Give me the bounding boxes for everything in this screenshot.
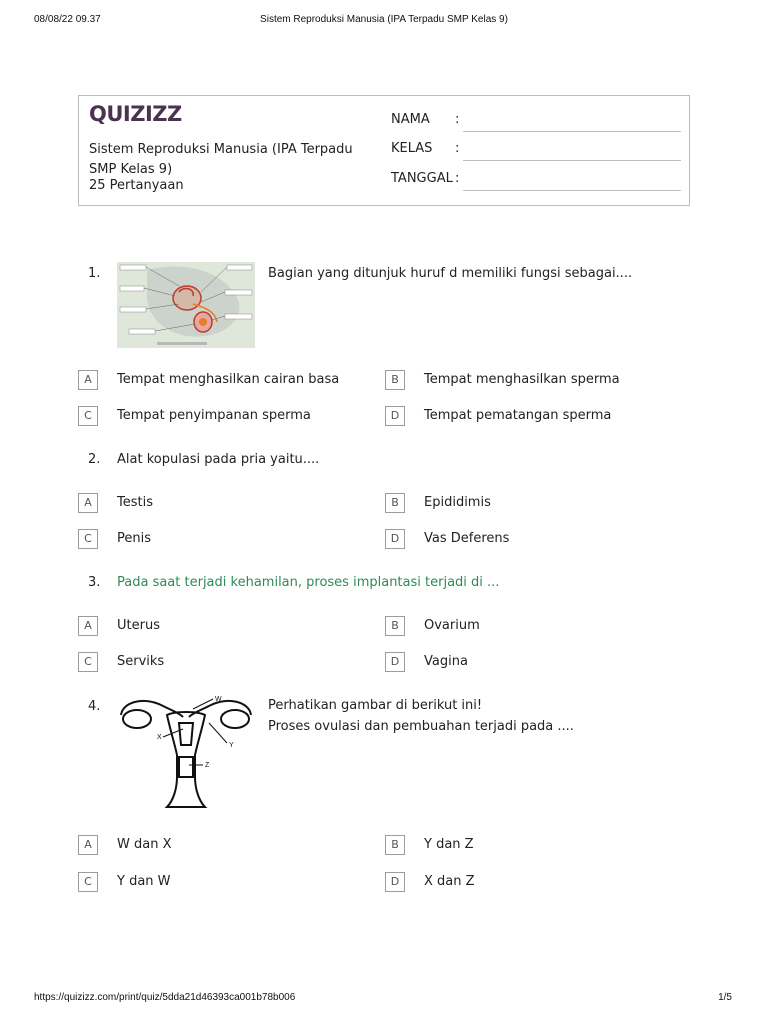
label-w: W <box>215 696 222 703</box>
date-field[interactable] <box>391 171 681 191</box>
q1-option-b-text: Tempat menghasilkan sperma <box>424 372 620 387</box>
q2-option-d-text: Vas Deferens <box>424 531 510 546</box>
q1-option-a-box[interactable]: A <box>78 370 98 390</box>
question-4-text-line1: Perhatikan gambar di berikut ini! <box>268 698 483 713</box>
q1-option-d-text: Tempat pematangan sperma <box>424 408 612 423</box>
question-2-text: Alat kopulasi pada pria yaitu.... <box>117 452 320 467</box>
q2-option-d-box[interactable]: D <box>385 529 405 549</box>
q3-option-d-box[interactable]: D <box>385 652 405 672</box>
q1-option-b-box[interactable]: B <box>385 370 405 390</box>
q4-option-c-text: Y dan W <box>117 874 171 889</box>
q1-option-c-text: Tempat penyimpanan sperma <box>117 408 311 423</box>
q3-option-a-text: Uterus <box>117 618 160 633</box>
label-x: X <box>157 734 162 741</box>
name-label: NAMA <box>391 112 430 127</box>
q3-option-b-text: Ovarium <box>424 618 480 633</box>
question-3-text: Pada saat terjadi kehamilan, proses implantasi terjadi di ... <box>117 575 500 590</box>
class-line <box>463 160 681 161</box>
q3-option-c-text: Serviks <box>117 654 165 669</box>
quiz-header-box <box>78 95 690 206</box>
class-field[interactable] <box>391 141 681 161</box>
male-reproductive-diagram-image <box>117 262 255 348</box>
class-label: KELAS <box>391 141 433 156</box>
label-z: Z <box>205 762 210 769</box>
question-4-number: 4. <box>88 699 101 714</box>
q3-option-d-text: Vagina <box>424 654 468 669</box>
name-line <box>463 131 681 132</box>
date-line <box>463 190 681 191</box>
female-reproductive-diagram-image <box>117 693 255 811</box>
q3-option-a-box[interactable]: A <box>78 616 98 636</box>
question-1-number: 1. <box>88 266 101 281</box>
name-field[interactable] <box>391 112 681 132</box>
date-label: TANGGAL <box>391 171 453 186</box>
label-y: Y <box>229 742 234 749</box>
q4-option-d-text: X dan Z <box>424 874 475 889</box>
q1-option-d-box[interactable]: D <box>385 406 405 426</box>
q3-option-c-box[interactable]: C <box>78 652 98 672</box>
q4-option-b-text: Y dan Z <box>424 837 474 852</box>
quiz-title: Sistem Reproduksi Manusia (IPA Terpadu SMP Kelas 9) <box>89 142 353 177</box>
question-2-number: 2. <box>88 452 101 467</box>
q1-option-a-text: Tempat menghasilkan cairan basa <box>117 372 340 387</box>
q2-option-c-text: Penis <box>117 531 151 546</box>
date-colon: : <box>455 171 460 186</box>
class-colon: : <box>455 141 460 156</box>
q2-option-c-box[interactable]: C <box>78 529 98 549</box>
quizizz-logo: QUIZIZZ <box>89 102 182 126</box>
print-page-number: 1/5 <box>718 992 732 1003</box>
q4-option-a-box[interactable]: A <box>78 835 98 855</box>
print-title: Sistem Reproduksi Manusia (IPA Terpadu SMP Kelas 9) <box>260 14 508 25</box>
question-3-number: 3. <box>88 575 101 590</box>
name-colon: : <box>455 112 460 127</box>
q4-option-c-box[interactable]: C <box>78 872 98 892</box>
print-date: 08/08/22 09.37 <box>34 14 101 25</box>
print-url: https://quizizz.com/print/quiz/5dda21d46393ca001b78b006 <box>34 992 296 1003</box>
q1-option-c-box[interactable]: C <box>78 406 98 426</box>
q4-option-d-box[interactable]: D <box>385 872 405 892</box>
q3-option-b-box[interactable]: B <box>385 616 405 636</box>
question-4-text-line2: Proses ovulasi dan pembuahan terjadi pada .... <box>268 719 574 734</box>
q4-option-b-box[interactable]: B <box>385 835 405 855</box>
q2-option-a-text: Testis <box>117 495 153 510</box>
question-count: 25 Pertanyaan <box>89 178 184 193</box>
q2-option-a-box[interactable]: A <box>78 493 98 513</box>
q2-option-b-box[interactable]: B <box>385 493 405 513</box>
q4-option-a-text: W dan X <box>117 837 172 852</box>
question-1-text: Bagian yang ditunjuk huruf d memiliki fungsi sebagai.... <box>268 266 633 281</box>
q2-option-b-text: Epididimis <box>424 495 491 510</box>
